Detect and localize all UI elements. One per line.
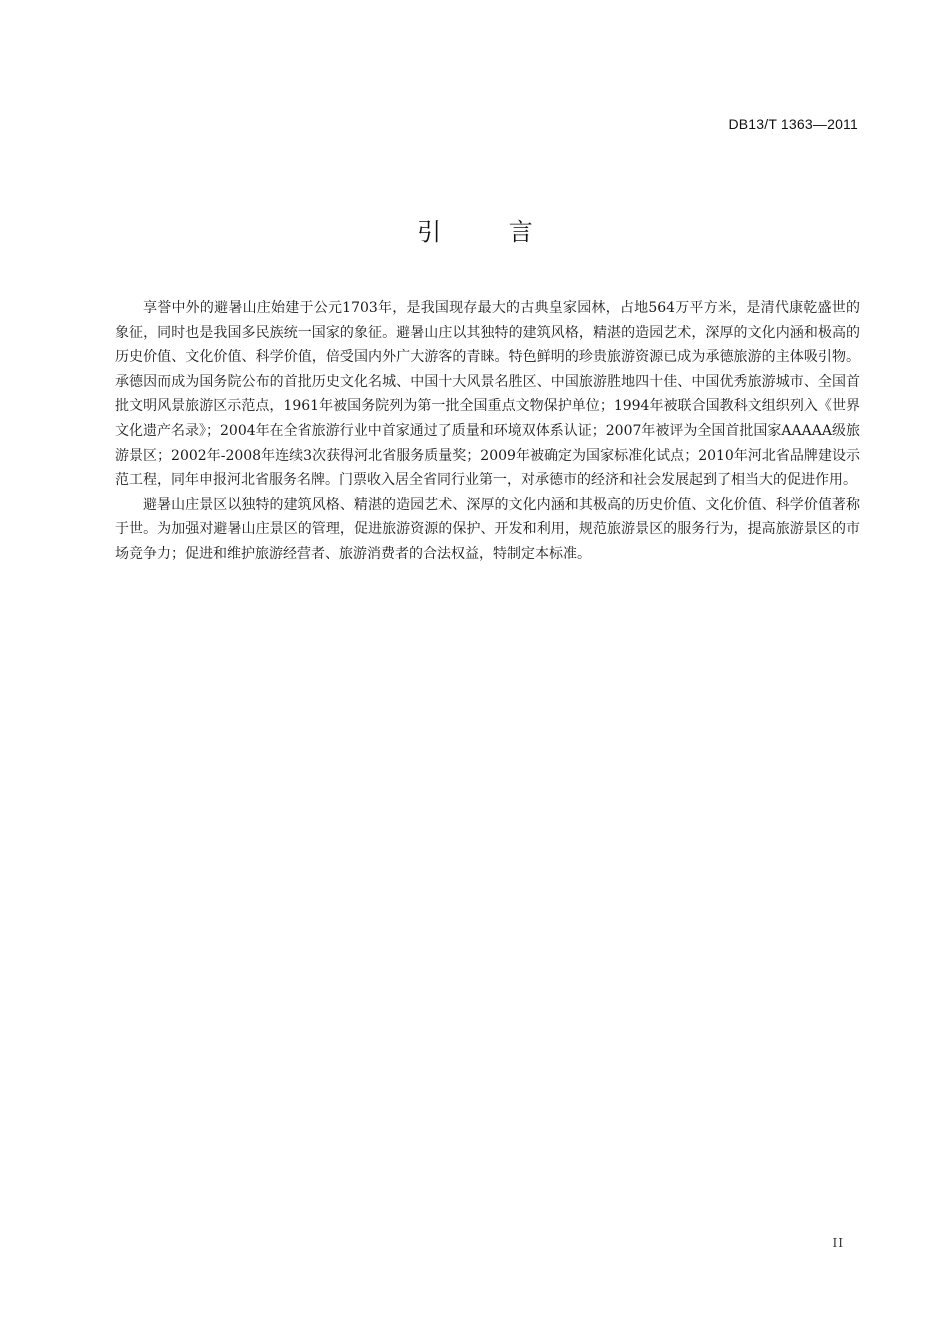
paragraph-1: 享誉中外的避暑山庄始建于公元1703年，是我国现存最大的古典皇家园林，占地564万平方米，是清代康乾盛世的象征，同时也是我国多民族统一国家的象征。避暑山庄以其独特的建筑风格，精湛的造园艺术，深厚的文化内涵和极高的历史价值、文化价值、科学价值，倍受国内外广大游客的青睐。特色鲜明的珍贵旅游资源已成为承德旅游的主体吸引物。承德因而成为国务院公布的首批历史文化名城、中国十大风景名胜区、中国旅游胜地四十佳、中国优秀旅游城市、全国首批文明风景旅游区示范点，1961年被国务院列为第一批全国重点文物保护单位；1994年被联合国教科文组织列入《世界文化遗产名录》；2004年在全省旅游行业中首家通过了质量和环境双体系认证；2007年被评为全国首批国家AAAAA级旅游景区；2002年-2008年连续3次获得河北省服务质量奖；2009年被确定为国家标准化试点；2010年河北省品牌建设示范工程，同年申报河北省服务名牌。门票收入居全省同行业第一，对承德市的经济和社会发展起到了相当大的促进作用。 [115, 300, 860, 489]
paragraph-2: 避暑山庄景区以独特的建筑风格、精湛的造园艺术、深厚的文化内涵和其极高的历史价值、文化价值、科学价值著称于世。为加强对避暑山庄景区的管理，促进旅游资源的保护、开发和利用，规范旅游景区的服务行为，提高旅游景区的市场竞争力；促进和维护旅游经营者、旅游消费者的合法权益，特制定本标准。 [115, 496, 860, 562]
standard-code: DB13/T 1363—2011 [728, 116, 858, 132]
page-number: II [832, 1236, 844, 1250]
introduction-body [115, 296, 860, 567]
page-title: 引 言 [417, 218, 563, 246]
